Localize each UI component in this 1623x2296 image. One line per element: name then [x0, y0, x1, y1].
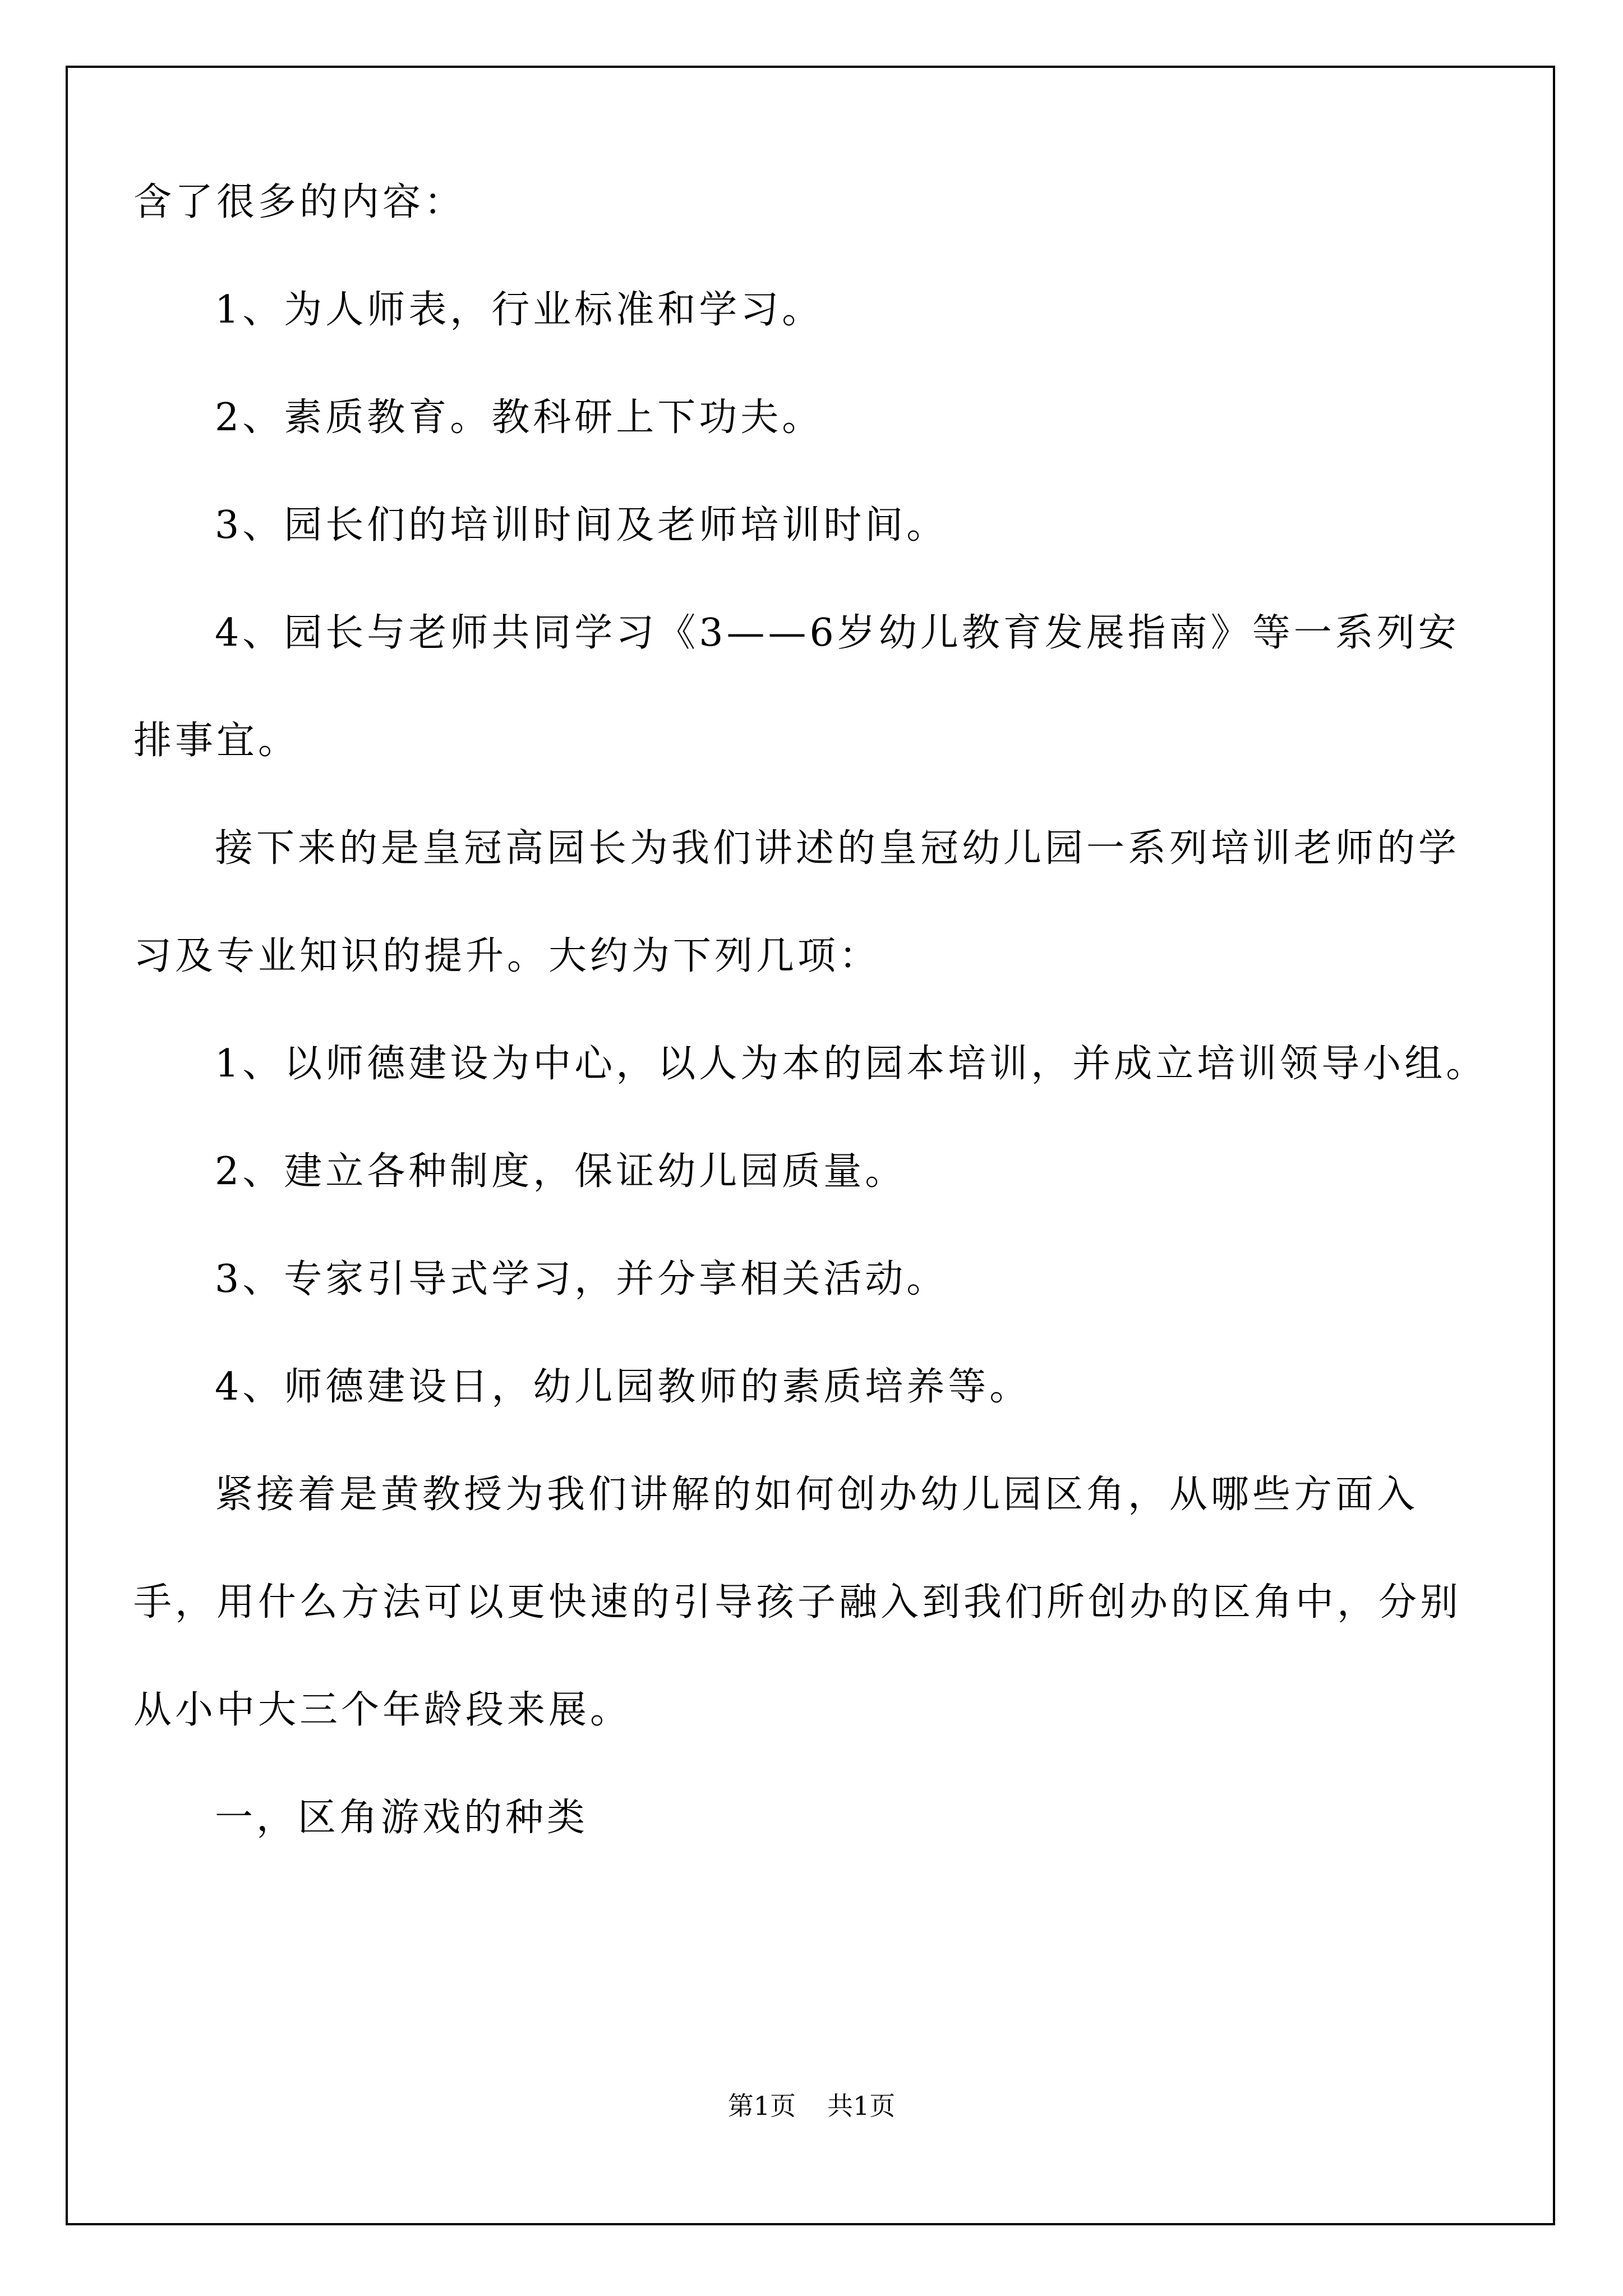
paragraph-5: 接下来的是皇冠高园长为我们讲述的皇冠幼儿园一系列培训老师的学习及专业知识的提升。大约为下列几项： — [133, 826, 1460, 978]
page-footer — [0, 2086, 1623, 2123]
paragraph-4: 4、园长与老师共同学习《3——6岁幼儿教育发展指南》等一系列安排事宜。 — [133, 611, 1460, 763]
page-total: 共1页 — [827, 2091, 896, 2121]
page-number: 第1页 — [727, 2091, 796, 2121]
paragraph-3: 3、园长们的培训时间及老师培训时间。 — [215, 503, 948, 547]
document-body — [133, 149, 1491, 1872]
paragraph-9: 4、师德建设日，幼儿园教师的素质培养等。 — [215, 1365, 1031, 1409]
paragraph-10: 紧接着是黄教授为我们讲解的如何创办幼儿园区角，从哪些方面入手，用什么方法可以更快速的引导孩子融入到我们所创办的区角中，分别从小中大三个年龄段来展。 — [133, 1473, 1462, 1732]
paragraph-2: 2、素质教育。教科研上下功夫。 — [215, 395, 824, 440]
paragraph-7: 2、建立各种制度，保证幼儿园质量。 — [215, 1149, 907, 1194]
paragraph-1: 1、为人师表，行业标准和学习。 — [215, 288, 824, 332]
paragraph-8: 3、专家引导式学习，并分享相关活动。 — [215, 1257, 948, 1301]
paragraph-11: 一，区角游戏的种类 — [215, 1796, 589, 1840]
paragraph-6: 1、以师德建设为中心，以人为本的园本培训，并成立培训领导小组。 — [215, 1042, 1488, 1086]
paragraph-0: 含了很多的内容： — [133, 180, 466, 224]
